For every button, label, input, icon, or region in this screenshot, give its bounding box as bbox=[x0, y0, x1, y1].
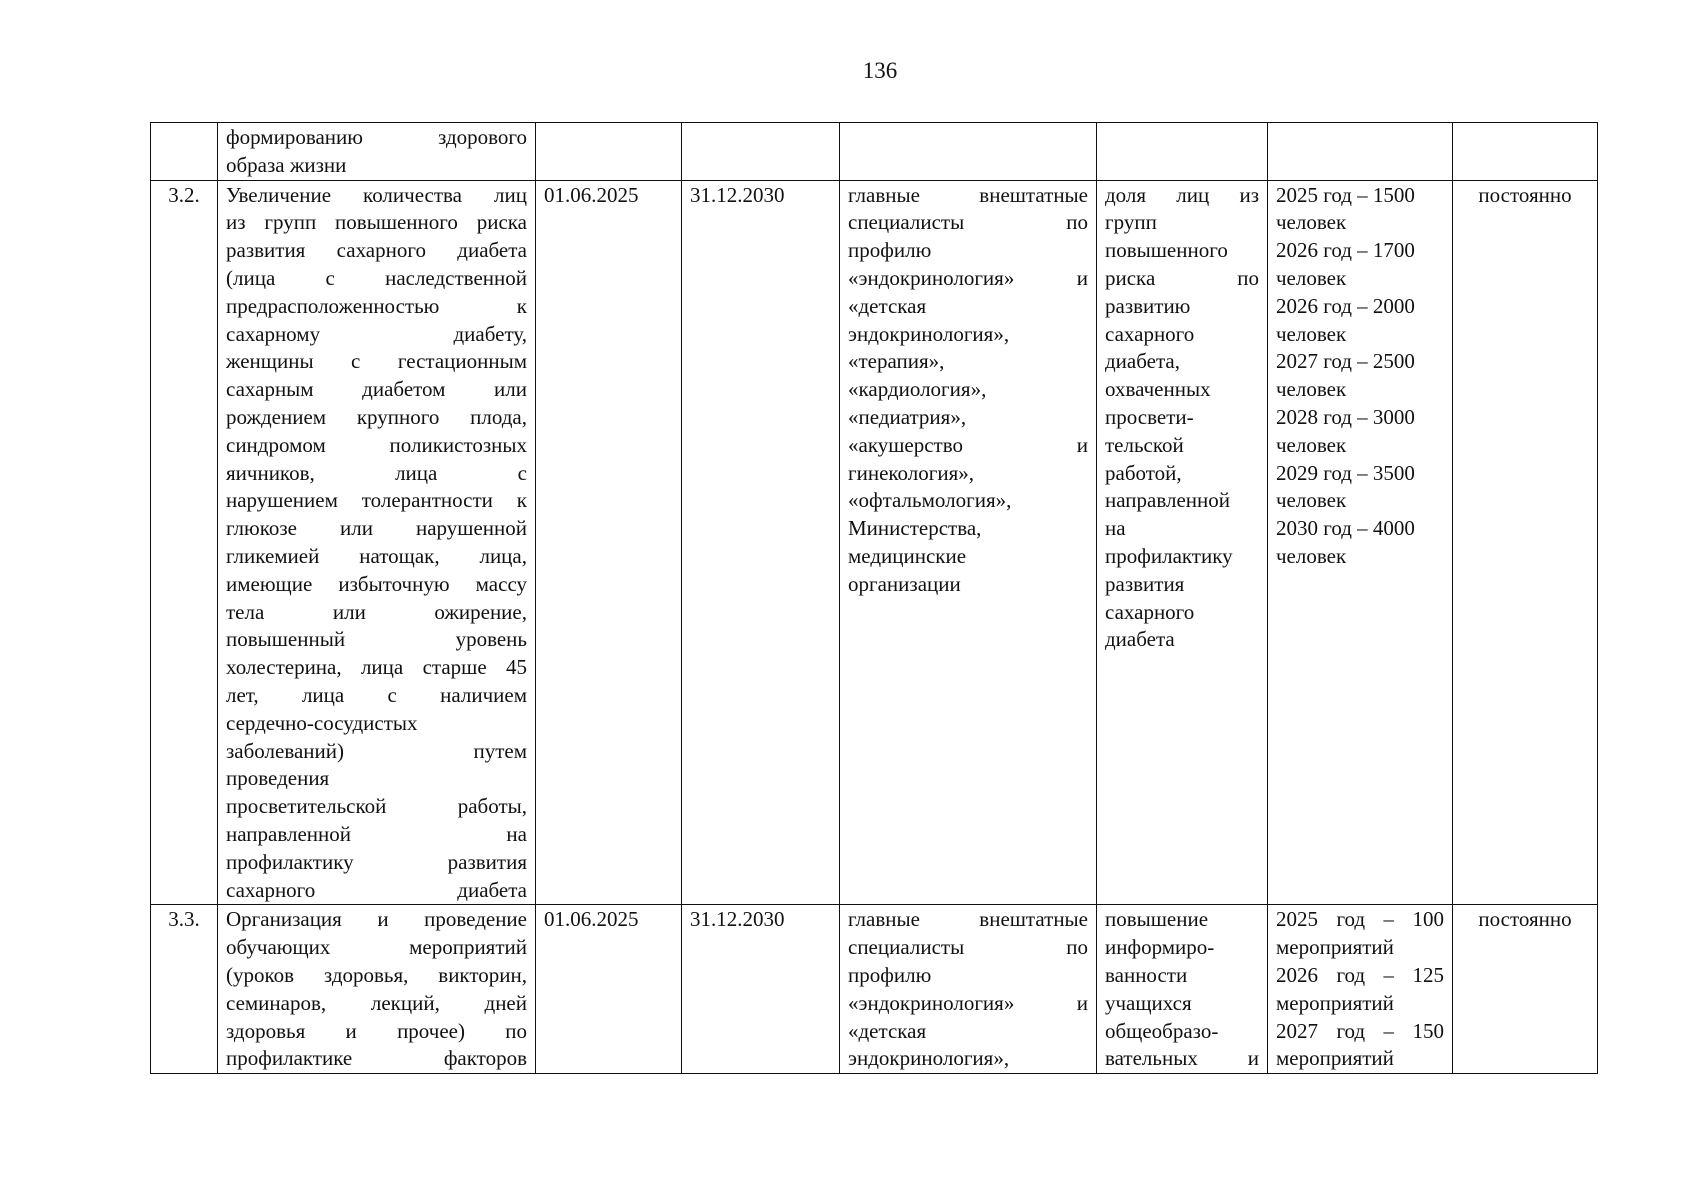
cell-responsible bbox=[840, 180, 1097, 905]
cell-line: 2026 год – 125 bbox=[1276, 962, 1444, 987]
cell-line: человек bbox=[1276, 377, 1347, 402]
cell-line: здоровья и прочее) по bbox=[226, 1018, 527, 1043]
cell-line: 2025 год – 1500 bbox=[1276, 182, 1415, 207]
cell-line: эндокринология», bbox=[848, 1046, 1010, 1071]
cell-line: 2026 год – 1700 bbox=[1276, 238, 1415, 263]
cell-line: нарушением толерантности к bbox=[226, 488, 527, 513]
cell-target bbox=[1268, 180, 1453, 905]
cell-line: человек bbox=[1276, 265, 1347, 290]
cell-start-date: 01.06.2025 bbox=[536, 905, 682, 1074]
cell-target bbox=[1268, 123, 1453, 181]
cell-line: обучающих мероприятий bbox=[226, 935, 527, 960]
cell-line: 2026 год – 2000 bbox=[1276, 293, 1415, 318]
cell-line: имеющие избыточную массу bbox=[226, 571, 527, 596]
cell-line: ванности bbox=[1105, 962, 1188, 987]
activity-line: формированию здорового bbox=[226, 125, 527, 149]
cell-end-date: 31.12.2030 bbox=[682, 905, 840, 1074]
cell-line: профилактике факторов bbox=[226, 1046, 527, 1071]
cell-line: холестерина, лица старше 45 bbox=[226, 655, 527, 680]
measures-table bbox=[150, 122, 1598, 1074]
cell-line: мероприятий bbox=[1276, 990, 1394, 1015]
cell-line: информиро- bbox=[1105, 935, 1215, 960]
cell-line: заболеваний) путем bbox=[226, 738, 527, 763]
table-row-continuation bbox=[151, 123, 1598, 181]
cell-frequency: постоянно bbox=[1453, 180, 1598, 905]
cell-line: «детская bbox=[848, 293, 927, 318]
cell-line: общеобразо- bbox=[1105, 1018, 1219, 1043]
cell-line: профилю bbox=[848, 238, 932, 263]
table-row bbox=[151, 180, 1598, 905]
cell-activity bbox=[218, 905, 536, 1074]
cell-indicator bbox=[1097, 123, 1268, 181]
cell-line: учащихся bbox=[1105, 990, 1192, 1015]
cell-activity bbox=[218, 180, 536, 905]
cell-line: человек bbox=[1276, 321, 1347, 346]
cell-number bbox=[151, 123, 218, 181]
cell-line: 2027 год – 2500 bbox=[1276, 349, 1415, 374]
cell-line: Увеличение количества лиц bbox=[226, 182, 527, 207]
cell-number: 3.2. bbox=[151, 180, 218, 905]
cell-line: из групп повышенного риска bbox=[226, 210, 527, 235]
page-number: 136 bbox=[862, 58, 898, 83]
cell-line: просвети- bbox=[1105, 404, 1194, 429]
cell-line: повышенного bbox=[1105, 238, 1228, 263]
cell-line: гликемией натощак, лица, bbox=[226, 543, 527, 568]
cell-line: сахарного bbox=[1105, 599, 1195, 624]
cell-line: эндокринология», bbox=[848, 321, 1010, 346]
cell-line: 2025 год – 100 bbox=[1276, 907, 1444, 932]
cell-line: 2030 год – 4000 bbox=[1276, 516, 1415, 541]
cell-target bbox=[1268, 905, 1453, 1074]
cell-line: семинаров, лекций, дней bbox=[226, 990, 527, 1015]
cell-line: риска по bbox=[1105, 265, 1259, 290]
cell-line: медицинские bbox=[848, 543, 967, 568]
cell-line: 2029 год – 3500 bbox=[1276, 460, 1415, 485]
cell-line: синдромом поликистозных bbox=[226, 432, 527, 457]
cell-line: просветительской работы, bbox=[226, 794, 527, 819]
cell-line: человек bbox=[1276, 543, 1347, 568]
cell-line: доля лиц из bbox=[1105, 182, 1259, 207]
cell-line: профилю bbox=[848, 962, 932, 987]
cell-line: яичников, лица с bbox=[226, 460, 527, 485]
cell-line: «педиатрия», bbox=[848, 404, 967, 429]
cell-line: сахарному диабету, bbox=[226, 321, 527, 346]
cell-end-date bbox=[682, 123, 840, 181]
cell-line: вательных и bbox=[1105, 1046, 1259, 1071]
cell-line: «терапия», bbox=[848, 349, 945, 374]
cell-frequency bbox=[1453, 123, 1598, 181]
cell-line: Министерства, bbox=[848, 516, 982, 541]
cell-line: человек bbox=[1276, 488, 1347, 513]
cell-line: сердечно-сосудистых bbox=[226, 710, 418, 735]
cell-start-date bbox=[536, 123, 682, 181]
cell-line: главные внештатные bbox=[848, 182, 1088, 207]
cell-line: «офтальмология», bbox=[848, 488, 1012, 513]
cell-line: специалисты по bbox=[848, 935, 1088, 960]
cell-end-date: 31.12.2030 bbox=[682, 180, 840, 905]
cell-line: человек bbox=[1276, 210, 1347, 235]
cell-number: 3.3. bbox=[151, 905, 218, 1074]
table-row bbox=[151, 905, 1598, 1074]
cell-activity bbox=[218, 123, 536, 181]
cell-line: охваченных bbox=[1105, 377, 1211, 402]
cell-line: Организация и проведение bbox=[226, 907, 527, 932]
cell-line: женщины с гестационным bbox=[226, 349, 527, 374]
cell-line: профилактику bbox=[1105, 543, 1233, 568]
cell-line: повышенный уровень bbox=[226, 627, 527, 652]
cell-line: тела или ожирение, bbox=[226, 599, 527, 624]
cell-line: диабета, bbox=[1105, 349, 1180, 374]
cell-start-date: 01.06.2025 bbox=[536, 180, 682, 905]
cell-line: (уроков здоровья, викторин, bbox=[226, 962, 527, 987]
activity-line: образа жизни bbox=[226, 152, 347, 177]
cell-line: «эндокринология» и bbox=[848, 990, 1088, 1015]
cell-line: проведения bbox=[226, 766, 330, 791]
cell-line: направленной на bbox=[226, 821, 527, 846]
cell-line: развития сахарного диабета bbox=[226, 238, 527, 263]
cell-line: тельской bbox=[1105, 432, 1184, 457]
cell-line: «эндокринология» и bbox=[848, 265, 1088, 290]
cell-line: мероприятий bbox=[1276, 1046, 1394, 1071]
cell-indicator bbox=[1097, 180, 1268, 905]
cell-line: лет, лица с наличием bbox=[226, 682, 527, 707]
cell-line: направленной bbox=[1105, 488, 1230, 513]
cell-line: работой, bbox=[1105, 460, 1182, 485]
cell-line: «кардиология», bbox=[848, 377, 987, 402]
cell-line: специалисты по bbox=[848, 210, 1088, 235]
cell-line: «детская bbox=[848, 1018, 927, 1043]
cell-line: повышение bbox=[1105, 907, 1209, 932]
cell-line: человек bbox=[1276, 432, 1347, 457]
cell-line: рождением крупного плода, bbox=[226, 404, 527, 429]
cell-line: сахарного диабета bbox=[226, 877, 527, 902]
cell-line: главные внештатные bbox=[848, 907, 1088, 932]
cell-line: 2027 год – 150 bbox=[1276, 1018, 1444, 1043]
cell-line: «акушерство и bbox=[848, 432, 1088, 457]
cell-line: предрасположенностью к bbox=[226, 293, 527, 318]
cell-indicator bbox=[1097, 905, 1268, 1074]
cell-line: на bbox=[1105, 516, 1126, 541]
cell-line: глюкозе или нарушенной bbox=[226, 516, 527, 541]
cell-line: групп bbox=[1105, 210, 1157, 235]
cell-line: сахарным диабетом или bbox=[226, 377, 527, 402]
cell-line: диабета bbox=[1105, 627, 1175, 652]
cell-line: гинекология», bbox=[848, 460, 975, 485]
cell-responsible bbox=[840, 905, 1097, 1074]
cell-frequency: постоянно bbox=[1453, 905, 1598, 1074]
cell-line: сахарного bbox=[1105, 321, 1195, 346]
cell-line: развитию bbox=[1105, 293, 1191, 318]
cell-line: 2028 год – 3000 bbox=[1276, 404, 1415, 429]
cell-line: мероприятий bbox=[1276, 935, 1394, 960]
cell-line: (лица с наследственной bbox=[226, 265, 527, 290]
cell-line: организации bbox=[848, 571, 961, 596]
cell-responsible bbox=[840, 123, 1097, 181]
cell-line: профилактику развития bbox=[226, 849, 527, 874]
cell-line: развития bbox=[1105, 571, 1185, 596]
